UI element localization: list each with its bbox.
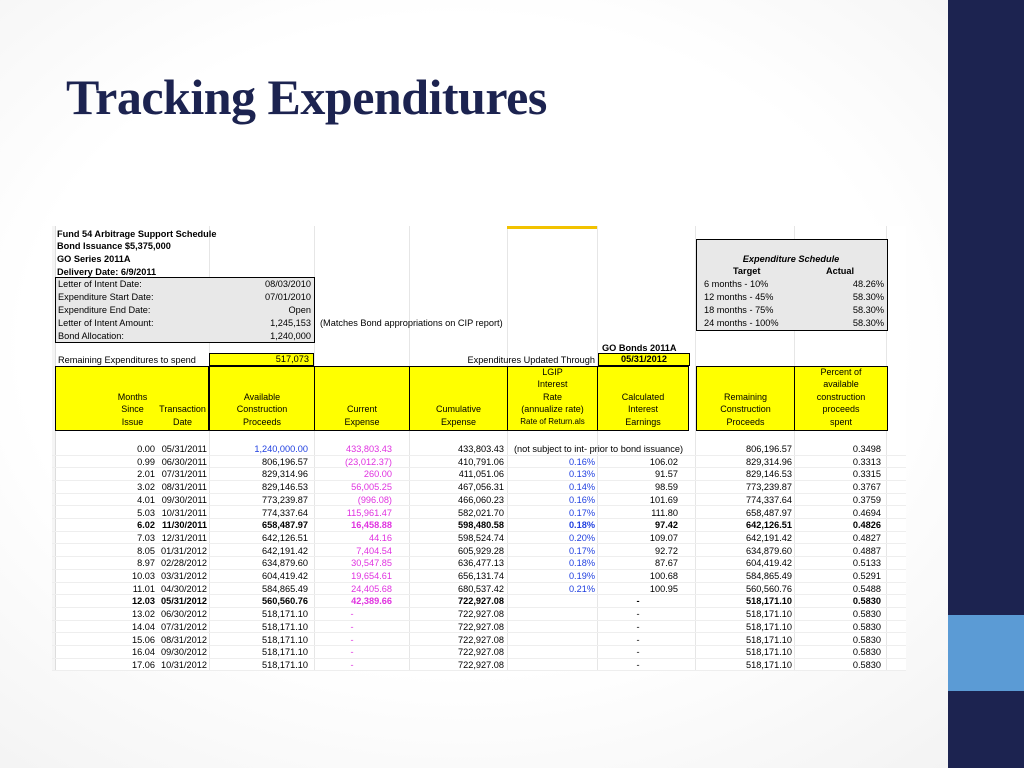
remaining-label: Remaining Expenditures to spend bbox=[58, 355, 196, 365]
cell-cumulative: 433,803.43 bbox=[458, 444, 504, 454]
cell-current: 30,547.85 bbox=[351, 558, 392, 569]
cell-date: 05/31/2012 bbox=[161, 596, 207, 607]
col-header-earnings: Calculated Interest Earnings bbox=[597, 366, 689, 431]
cell-remaining: 518,171.10 bbox=[746, 621, 792, 632]
cell-rate: 0.16% bbox=[568, 494, 595, 505]
cell-current: - bbox=[350, 647, 354, 658]
col-header-months: Months Since Issue bbox=[55, 366, 210, 431]
cell-remaining: 829,314.96 bbox=[746, 456, 792, 467]
cell-available: 773,239.87 bbox=[262, 494, 308, 505]
cell-current: (996.08) bbox=[357, 494, 392, 505]
cell-remaining: 806,196.57 bbox=[746, 444, 792, 454]
slide-title: Tracking Expenditures bbox=[66, 69, 547, 125]
cell-cumulative: 722,927.08 bbox=[458, 647, 504, 658]
cell-current: - bbox=[350, 609, 354, 620]
cell-current: - bbox=[350, 621, 354, 632]
info-label: Bond Allocation: bbox=[58, 331, 124, 341]
cell-percent: 0.4826 bbox=[852, 520, 881, 531]
info-value: 1,245,153 bbox=[270, 318, 311, 328]
bond-issuance: Bond Issuance $5,375,000 bbox=[57, 241, 171, 251]
cell-earnings: - bbox=[636, 596, 640, 607]
cell-remaining: 773,239.87 bbox=[746, 482, 792, 493]
cell-earnings: 87.67 bbox=[655, 558, 678, 569]
cell-percent: 0.5830 bbox=[852, 596, 881, 607]
cell-remaining: 518,171.10 bbox=[746, 609, 792, 620]
cell-cumulative: 411,051.06 bbox=[458, 469, 504, 480]
cell-rate: 0.13% bbox=[568, 469, 595, 480]
actual-value: 48.26% bbox=[852, 279, 884, 289]
cell-date: 08/31/2011 bbox=[161, 482, 207, 493]
info-label: Letter of Intent Amount: bbox=[58, 318, 154, 328]
cell-months: 3.02 bbox=[137, 482, 155, 493]
actual-header: Actual bbox=[826, 266, 855, 276]
go-bonds-label: GO Bonds 2011A bbox=[602, 343, 677, 353]
cell-current: 16,458.88 bbox=[351, 520, 392, 531]
target-value: 12 months - 45% bbox=[704, 292, 774, 302]
cell-remaining: 518,171.10 bbox=[746, 634, 792, 645]
cell-date: 02/28/2012 bbox=[161, 558, 207, 569]
cell-months: 8.05 bbox=[137, 545, 155, 556]
cell-percent: 0.4887 bbox=[852, 545, 881, 556]
info-value: 1,240,000 bbox=[270, 331, 311, 341]
cell-available: 518,171.10 bbox=[262, 634, 308, 645]
cell-rate: 0.18% bbox=[568, 520, 595, 531]
cell-earnings: 100.95 bbox=[649, 583, 678, 594]
info-label: Expenditure Start Date: bbox=[58, 292, 154, 302]
cell-earnings: - bbox=[636, 634, 640, 645]
cell-current: 42,389.66 bbox=[351, 596, 392, 607]
cell-date: 06/30/2011 bbox=[161, 456, 207, 467]
target-value: 6 months - 10% bbox=[704, 279, 769, 289]
cell-available: 642,191.42 bbox=[262, 545, 308, 556]
cell-cumulative: 410,791.06 bbox=[458, 456, 504, 467]
cell-remaining: 642,126.51 bbox=[746, 520, 792, 531]
cell-cumulative: 582,021.70 bbox=[458, 507, 504, 518]
cell-rate: 0.17% bbox=[568, 545, 595, 556]
cell-available: 829,146.53 bbox=[262, 482, 308, 493]
cell-date: 12/31/2011 bbox=[161, 532, 207, 543]
cell-available: 829,314.96 bbox=[262, 469, 308, 480]
appropriations-note: (Matches Bond appropriations on CIP report) bbox=[320, 318, 503, 328]
delivery-date: Delivery Date: 6/9/2011 bbox=[57, 267, 157, 277]
remaining-value: 517,073 bbox=[275, 354, 309, 364]
target-value: 18 months - 75% bbox=[704, 305, 774, 315]
cell-available: 518,171.10 bbox=[262, 659, 308, 670]
expenditure-schedule-title: Expenditure Schedule bbox=[742, 254, 840, 264]
info-label: Expenditure End Date: bbox=[58, 305, 151, 315]
cell-percent: 0.5291 bbox=[852, 571, 881, 581]
cell-months: 10.03 bbox=[132, 571, 155, 581]
col-header-lgip-rate: LGIP Interest Rate (annualize rate) Rate of Return.als bbox=[507, 366, 598, 431]
cell-current: 56,005.25 bbox=[351, 482, 392, 493]
cell-current: 44.16 bbox=[369, 532, 392, 543]
cell-earnings: 91.57 bbox=[655, 469, 678, 480]
cell-available: 518,171.10 bbox=[262, 647, 308, 658]
cell-date: 03/31/2012 bbox=[161, 571, 207, 581]
cell-current: - bbox=[350, 659, 354, 670]
cell-months: 16.04 bbox=[132, 647, 155, 658]
col-header-available: Available Construction Proceeds bbox=[209, 366, 315, 431]
cell-date: 11/30/2011 bbox=[162, 520, 207, 531]
cell-percent: 0.5488 bbox=[852, 583, 881, 594]
cell-available: 774,337.64 bbox=[262, 507, 308, 518]
actual-value: 58.30% bbox=[852, 305, 884, 315]
cell-cumulative: 598,480.58 bbox=[458, 520, 504, 531]
cell-earnings: 97.42 bbox=[655, 520, 678, 531]
cell-cumulative: 722,927.08 bbox=[458, 634, 504, 645]
cell-current: (23,012.37) bbox=[345, 456, 392, 467]
cell-months: 0.00 bbox=[137, 444, 155, 454]
cell-available: 658,487.97 bbox=[262, 520, 308, 531]
cell-available: 806,196.57 bbox=[262, 456, 308, 467]
col-header-date: Transaction Date bbox=[157, 366, 209, 431]
cell-percent: 0.3498 bbox=[852, 444, 881, 454]
cell-earnings: 106.02 bbox=[649, 456, 678, 467]
cell-rate: 0.14% bbox=[568, 482, 595, 493]
cell-percent: 0.3767 bbox=[852, 482, 881, 493]
cell-date: 04/30/2012 bbox=[161, 583, 207, 594]
cell-remaining: 634,879.60 bbox=[746, 545, 792, 556]
cell-percent: 0.3315 bbox=[852, 469, 881, 480]
cell-cumulative: 722,927.08 bbox=[458, 659, 504, 670]
cell-months: 4.01 bbox=[137, 494, 155, 505]
cell-months: 6.02 bbox=[137, 520, 155, 531]
cell-months: 2.01 bbox=[137, 469, 155, 480]
cell-earnings: - bbox=[636, 659, 640, 670]
side-accent-block bbox=[948, 615, 1024, 691]
cell-percent: 0.5133 bbox=[852, 558, 881, 569]
cell-months: 12.03 bbox=[132, 596, 155, 607]
cell-cumulative: 680,537.42 bbox=[458, 583, 504, 594]
cell-available: 518,171.10 bbox=[262, 609, 308, 620]
cell-months: 11.01 bbox=[132, 583, 155, 594]
info-value: Open bbox=[288, 305, 311, 315]
cell-cumulative: 466,060.23 bbox=[458, 494, 504, 505]
cell-current: 433,803.43 bbox=[346, 444, 392, 454]
cell-earnings: 111.80 bbox=[651, 507, 678, 518]
cell-available: 518,171.10 bbox=[262, 621, 308, 632]
cell-remaining: 774,337.64 bbox=[746, 494, 792, 505]
cell-percent: 0.3759 bbox=[852, 494, 881, 505]
cell-current: 260.00 bbox=[363, 469, 392, 480]
cell-earnings: 98.59 bbox=[655, 482, 678, 493]
cell-rate: 0.20% bbox=[568, 532, 595, 543]
cell-remaining: 584,865.49 bbox=[746, 571, 792, 581]
go-series: GO Series 2011A bbox=[57, 254, 131, 264]
cell-cumulative: 722,927.08 bbox=[458, 621, 504, 632]
cell-earnings: - bbox=[636, 621, 640, 632]
cell-earnings: - bbox=[636, 609, 640, 620]
cell-current: 24,405.68 bbox=[351, 583, 392, 594]
cell-available: 1,240,000.00 bbox=[254, 444, 308, 454]
cell-earnings: 101.69 bbox=[649, 494, 678, 505]
col-header-cumulative: Cumulative Expense bbox=[409, 366, 508, 431]
cell-months: 15.06 bbox=[132, 634, 155, 645]
cell-date: 10/31/2011 bbox=[161, 507, 207, 518]
cell-available: 584,865.49 bbox=[262, 583, 308, 594]
cell-remaining: 604,419.42 bbox=[746, 558, 792, 569]
cell-date: 05/31/2011 bbox=[161, 444, 207, 454]
cell-earnings: 109.07 bbox=[649, 532, 678, 543]
cell-rate: 0.16% bbox=[568, 456, 595, 467]
cell-percent: 0.4694 bbox=[852, 507, 881, 518]
cell-rate: 0.17% bbox=[568, 507, 595, 518]
cell-months: 0.99 bbox=[137, 456, 155, 467]
cell-percent: 0.5830 bbox=[852, 634, 881, 645]
info-value: 07/01/2010 bbox=[265, 292, 311, 302]
cell-percent: 0.5830 bbox=[852, 647, 881, 658]
cell-current: - bbox=[350, 634, 354, 645]
cell-cumulative: 636,477.13 bbox=[458, 558, 504, 569]
cell-current: 7,404.54 bbox=[356, 545, 392, 556]
cell-cumulative: 722,927.08 bbox=[458, 596, 504, 607]
target-value: 24 months - 100% bbox=[704, 318, 779, 328]
cell-date: 01/31/2012 bbox=[161, 545, 207, 556]
cell-remaining: 518,171.10 bbox=[746, 659, 792, 670]
cell-remaining: 518,171.10 bbox=[746, 647, 792, 658]
cell-rate: 0.18% bbox=[568, 558, 595, 569]
cell-remaining: 658,487.97 bbox=[746, 507, 792, 518]
cell-date: 09/30/2012 bbox=[161, 647, 207, 658]
col-header-percent: Percent of available construction proceeds spent bbox=[794, 366, 888, 431]
col-header-current: Current Expense bbox=[314, 366, 410, 431]
cell-current: 19,654.61 bbox=[351, 571, 392, 581]
cell-cumulative: 598,524.74 bbox=[458, 532, 504, 543]
cell-months: 13.02 bbox=[132, 609, 155, 620]
cell-months: 7.03 bbox=[137, 532, 155, 543]
cell-percent: 0.3313 bbox=[852, 456, 881, 467]
cell-date: 06/30/2012 bbox=[161, 609, 207, 620]
cell-current: 115,961.47 bbox=[346, 507, 392, 518]
cell-percent: 0.5830 bbox=[852, 609, 881, 620]
spreadsheet-screenshot bbox=[52, 226, 906, 670]
col-header-remaining: Remaining Construction Proceeds bbox=[696, 366, 795, 431]
schedule-title: Fund 54 Arbitrage Support Schedule bbox=[57, 229, 217, 239]
actual-value: 58.30% bbox=[852, 318, 884, 328]
actual-value: 58.30% bbox=[852, 292, 884, 302]
info-label: Letter of Intent Date: bbox=[58, 279, 142, 289]
cell-cumulative: 656,131.74 bbox=[458, 571, 504, 581]
cell-percent: 0.5830 bbox=[852, 659, 881, 670]
cell-earnings: - bbox=[636, 647, 640, 658]
cell-remaining: 560,560.76 bbox=[746, 583, 792, 594]
cell-earnings: 100.68 bbox=[649, 571, 678, 581]
cell-remaining: 829,146.53 bbox=[746, 469, 792, 480]
cell-date: 08/31/2012 bbox=[161, 634, 207, 645]
updated-value: 05/31/2012 bbox=[621, 354, 667, 364]
cell-months: 17.06 bbox=[132, 659, 155, 670]
cell-remaining: 518,171.10 bbox=[746, 596, 792, 607]
cell-cumulative: 467,056.31 bbox=[458, 482, 504, 493]
cell-months: 14.04 bbox=[132, 621, 155, 632]
cell-available: 560,560.76 bbox=[262, 596, 308, 607]
cell-percent: 0.4827 bbox=[852, 532, 881, 543]
cell-cumulative: 722,927.08 bbox=[458, 609, 504, 620]
cell-percent: 0.5830 bbox=[852, 621, 881, 632]
cell-available: 642,126.51 bbox=[262, 532, 308, 543]
cell-available: 634,879.60 bbox=[262, 558, 308, 569]
cell-remaining: 642,191.42 bbox=[746, 532, 792, 543]
cell-date: 07/31/2012 bbox=[161, 621, 207, 632]
not-subject-note: (not subject to int- prior to bond issuance) bbox=[514, 444, 684, 454]
cell-date: 10/31/2012 bbox=[161, 659, 207, 670]
cell-months: 5.03 bbox=[137, 507, 155, 518]
cell-rate: 0.19% bbox=[568, 571, 595, 581]
target-header: Target bbox=[733, 266, 761, 276]
cell-available: 604,419.42 bbox=[262, 571, 308, 581]
info-value: 08/03/2010 bbox=[265, 279, 311, 289]
cell-date: 07/31/2011 bbox=[161, 469, 207, 480]
cell-cumulative: 605,929.28 bbox=[458, 545, 504, 556]
cell-date: 09/30/2011 bbox=[161, 494, 207, 505]
cell-rate: 0.21% bbox=[568, 583, 595, 594]
cell-earnings: 92.72 bbox=[655, 545, 678, 556]
updated-label: Expenditures Updated Through bbox=[467, 355, 595, 365]
cell-months: 8.97 bbox=[137, 558, 155, 569]
